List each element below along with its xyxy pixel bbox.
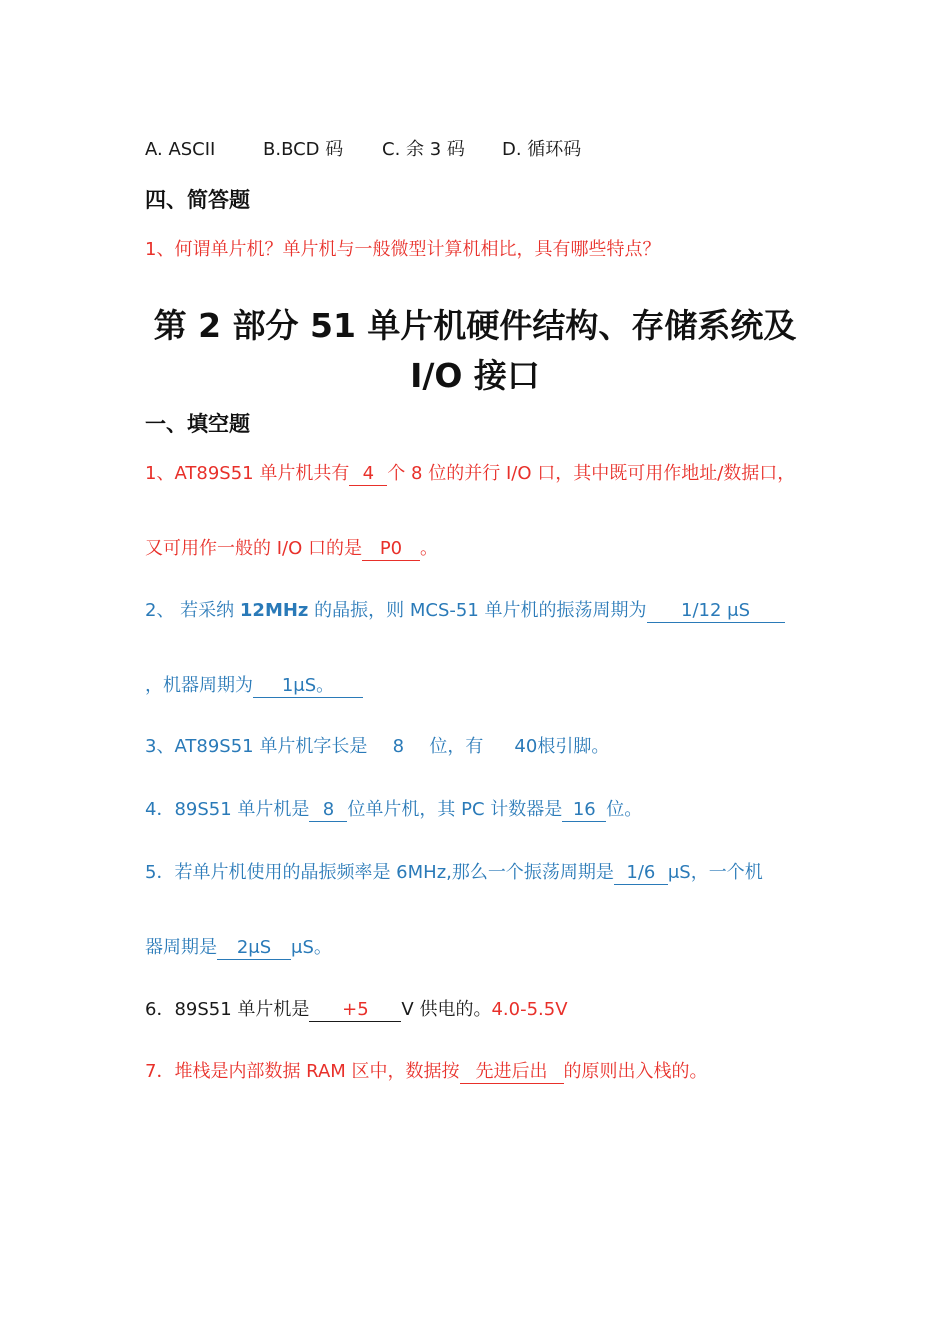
option-a: A. ASCII: [145, 139, 216, 160]
question-4: [145, 798, 642, 822]
option-c: C. 余 3 码: [382, 139, 465, 160]
part-title-line-1: 第 2 部分 51 单片机硬件结构、存储系统及: [153, 306, 797, 345]
question-text: 5．若单片机使用的晶振频率是 6MHz,那么一个振荡周期是: [145, 862, 614, 883]
answer-blank: 先进后出: [460, 1061, 564, 1084]
question-text: 3、AT89S51 单片机字长是: [145, 736, 368, 757]
question-text: 位。: [606, 799, 643, 820]
question-text: 位单片机，其 PC 计数器是: [347, 799, 563, 820]
option-d: D. 循环码: [502, 139, 582, 160]
answer-blank: 40: [514, 736, 538, 757]
question-1-line-2: [145, 537, 438, 561]
question-text: 4．89S51 单片机是: [145, 799, 310, 820]
question-text: 的晶振，则 MCS-51 单片机的振荡周期为: [308, 600, 647, 621]
option-b: B.BCD 码: [263, 139, 344, 160]
question-text: 又可用作一般的 I/O 口的是: [145, 538, 362, 559]
answer-blank: 8: [309, 799, 347, 822]
answer-blank: P0: [362, 538, 420, 561]
options-row: [145, 138, 581, 162]
section-heading-fill-blank: 一、填空题: [145, 412, 250, 436]
question-text: μS，一个机: [667, 862, 763, 883]
question-text: 1、AT89S51 单片机共有: [145, 463, 350, 484]
question-text: 。: [419, 538, 438, 559]
question-5-line-2: [145, 936, 332, 960]
answer-blank: 16: [562, 799, 606, 822]
question-6: [145, 998, 568, 1022]
question-text: ，机器周期为: [145, 675, 253, 696]
question-7: [145, 1060, 708, 1084]
short-answer-question-1: 1、何谓单片机？单片机与一般微型计算机相比，具有哪些特点？: [145, 239, 661, 260]
section-heading-short-answer: 四、简答题: [145, 188, 250, 212]
question-text: 7．堆栈是内部数据 RAM 区中，数据按: [145, 1061, 460, 1082]
answer-blank: 8: [392, 736, 405, 757]
question-text: 器周期是: [145, 937, 217, 958]
voltage-range-note: 4.0-5.5V: [491, 999, 568, 1020]
question-text: 位，有: [429, 736, 484, 757]
frequency-highlight: 12MHz: [239, 600, 309, 621]
answer-blank: 1/6: [614, 862, 668, 885]
question-3: [145, 735, 609, 759]
answer-blank: +5: [309, 999, 401, 1022]
answer-blank: 4: [349, 463, 387, 486]
answer-blank: 1μS。: [253, 675, 363, 698]
question-1-line-1: [145, 462, 795, 486]
question-2-line-2: [145, 674, 363, 698]
question-text: 个 8 位的并行 I/O 口，其中既可用作地址/数据口，: [387, 463, 796, 484]
question-text: 2、 若采纳: [145, 600, 240, 621]
question-text: μS。: [291, 937, 332, 958]
question-text: V 供电的。: [401, 999, 492, 1020]
question-text: 根引脚。: [537, 736, 610, 757]
question-text: 的原则出入栈的。: [563, 1061, 708, 1082]
question-2-line-1: [145, 599, 785, 623]
answer-blank: 1/12 μS: [647, 600, 785, 623]
answer-blank: 2μS: [217, 937, 291, 960]
question-text: 6．89S51 单片机是: [145, 999, 310, 1020]
question-5-line-1: [145, 861, 763, 885]
part-title-line-2: I/O 接口: [410, 356, 540, 395]
